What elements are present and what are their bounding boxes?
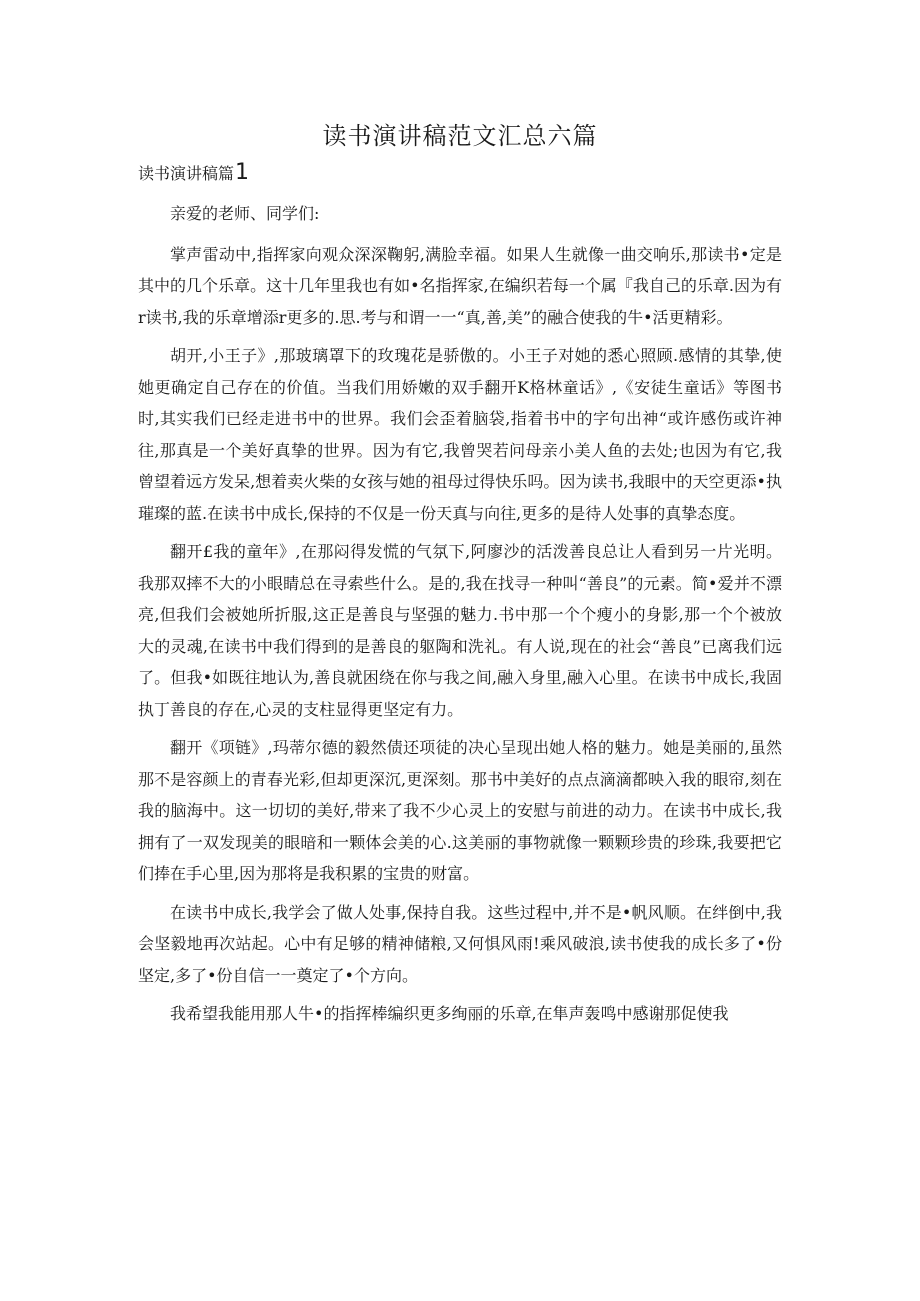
paragraph-1: 掌声雷动中,指挥家向观众深深鞠躬,满脸幸福。如果人生就像一曲交响乐,那读书•定是其中的几个乐章。这十几年里我也有如•名指挥家,在编织若每一个属『我自己的乐章.因为有r读书,我的乐章增添r更多的.思.考与和谓一一“真,善,美”的融合使我的牛•活更精彩。 [138, 244, 782, 327]
document-body [138, 198, 782, 1037]
section-label: 读书演讲稿篇 [138, 164, 235, 183]
greeting: 亲爱的老师、同学们: [170, 204, 320, 223]
section-number: 1 [235, 160, 250, 185]
paragraph-2: 胡开,小王子》,那玻璃罩下的玫瑰花是骄傲的。小王子对她的悉心照顾.感情的其挚,使她更确定自己存在的价值。当我们用娇嫩的双手翻开K格林童话》,《安徒生童话》等图书时,其实我们已经走进书中的世界。我们会歪着脑袋,指着书中的字句出神“或许感伤或许神往,那真是一个美好真挚的世界。因为有它,我曾哭若问母亲小美人鱼的去处;也因为有它,我曾望着远方发呆,想着卖火柴的女孩与她的祖母过得快乐吗。因为读书,我眼中的天空更添•执璀璨的蓝.在读书中成长,保持的不仅是一份天真与向往,更多的是待人处事的真挚态度。 [138, 346, 782, 523]
paragraph-5: 在读书中成长,我学会了做人处事,保持自我。这些过程中,并不是•帆风顺。在绊倒中,我会坚毅地再次站起。心中有足够的精神储粮,又何惧风雨!乘风破浪,读书使我的成长多了•份坚定,多了•份自信一一奠定了•个方向。 [138, 902, 782, 985]
section-heading [138, 160, 249, 185]
paragraph-4: 翻开《项链》,玛蒂尔德的毅然债还项徒的决心呈现出她人格的魅力。她是美丽的,虽然那不是容颜上的青春光彩,但却更深沉,更深刻。那书中美好的点点滴滴都映入我的眼帘,刻在我的脑海中。这一切切的美好,带来了我不少心灵上的安慰与前进的动力。在读书中成长,我拥有了一双发现美的眼暗和一颗体会美的心.这美丽的事物就像一颗颗珍贵的珍珠,我要把它们捧在手心里,因为那将是我积累的宝贵的财富。 [138, 738, 782, 883]
paragraph-3: 翻开£我的童年》,在那闷得发慌的气氛下,阿廖沙的活泼善良总让人看到另一片光明。我那双摔不大的小眼睛总在寻索些什么。是的,我在找寻一种叫“善良”的元素。简•爱并不漂亮,但我们会被她所折服,这正是善良与坚强的魅力.书中那一个个瘦小的身影,那一个个被放大的灵魂,在读书中我们得到的是善良的躯陶和洗礼。有人说,现在的社会“善良”已离我们远了。但我•如既往地认为,善良就困绕在你与我之间,融入身里,融入心里。在读书中成长,我固执丁善良的存在,心灵的支柱显得更坚定有力。 [138, 542, 782, 719]
paragraph-6: 我希望我能用那人牛•的指挥棒编织更多绚丽的乐章,在隼声轰鸣中感谢那促使我 [170, 1004, 729, 1023]
document-title: 读书演讲稿范文汇总六篇 [322, 122, 598, 150]
